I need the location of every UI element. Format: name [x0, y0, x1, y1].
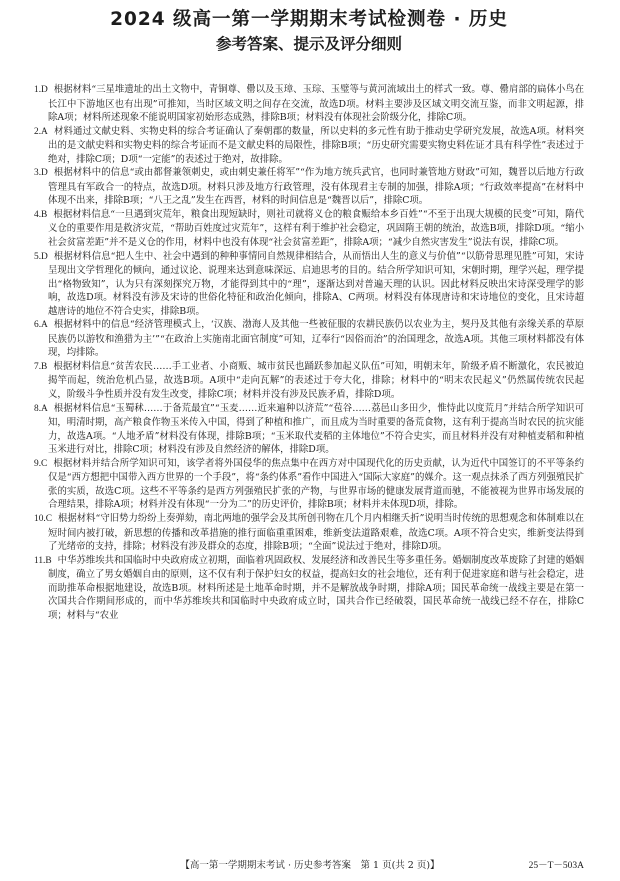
answer-explanation: 材料通过文献史料、实物史料的综合考证确认了秦朝郡的数量，所以史料的多元性有助于推动史学研究发展，故选A项。材料突出的是文献史料和实物史料的综合考证而不是文献史料的局限性，排除B项；“历史研究需要实物史料佐证才具有科学性”表述过于绝对，排除C项；D项“一定能”的表述过于绝对，故排除。: [48, 125, 584, 165]
question-number: 5.: [34, 251, 42, 262]
question-number: 7.: [34, 361, 42, 372]
answer-letter: C: [41, 458, 48, 469]
answer-item: [34, 208, 584, 250]
answer-explanation: 根据材料并结合所学知识可知，该学者将外国侵华的焦点集中在西方对中国现代化的历史贡献，认为近代中国签订的不平等条约仅是“西方想把中国带入西方世界的一个手段”，将“条约体系”看作中国进入“国际大家庭”的媒介。这一观点抹杀了西方列强殖民扩张的实质，故选C项。这些不平等条约是西方列强殖民扩张的产物，与世界市场的健康发展背道而驰，不能被视为世界市场发展的合理结果，排除A项；材料并没有体现“一分为二”的历史评价，排除B项；材料并未体现D项，排除。: [48, 457, 584, 511]
answer-item: [34, 125, 584, 167]
answer-list: [34, 83, 584, 622]
answer-letter: A: [41, 126, 48, 137]
answer-explanation: 根据材料中的信息“或由都督兼领刺史，或由刺史兼任将军”“作为地方统兵武官，也同时兼管地方财政”可知，魏晋以后地方行政管理具有军政合一的特点，故选D项。材料只涉及地方行政管理，没有体现君主专制的加强，排除A项；“行政效率提高”在材料中体现不出来，排除B项；“八王之乱”发生在西晋，材料的时间信息是“魏晋以后”，排除C项。: [48, 167, 584, 207]
answer-letter: D: [41, 85, 48, 95]
answer-item: [34, 512, 584, 554]
page-footer: [0, 859, 620, 873]
answer-letter: B: [41, 209, 48, 220]
answer-item: [34, 554, 584, 623]
page-title: 2024 级高一第一学期期末考试检测卷 · 历史: [110, 9, 508, 30]
question-number: 8.: [34, 403, 42, 414]
question-number: 4.: [34, 209, 42, 220]
answer-letter: D: [41, 251, 48, 262]
answer-explanation: 根据材料中的信息“经济管理模式上，‘汉族、渤海人及其他一些被征服的农耕民族仍以农业为主，契丹及其他有亲缘关系的草原民族仍以游牧和渔猎为主’”“在政治上实施南北面官制度”可知，辽奉行“因俗而治”的治国理念，故选A项。其他三项材料都没有体现，均排除。: [48, 319, 584, 359]
answer-item: [34, 457, 584, 512]
question-number: 11.: [34, 555, 46, 566]
answer-explanation: 根据材料“三星堆遗址的出土文物中，青铜尊、罍以及玉璋、玉琮、玉璧等与黄河流域出土的样式一致。尊、罍肩部的扁体小鸟在长江中下游地区也有出现”可推知，当时区域文明之间存在交流，故选D项。材料主要涉及区域文明交流互鉴，而非文明起源，排除A项；材料所述现象不能说明国家初始形态成熟，排除B项；材料没有体现社会阶级分化，排除C项。: [48, 84, 584, 124]
answer-item: [34, 166, 584, 208]
question-number: 1.: [34, 85, 42, 95]
exam-code: 25－T－503A: [528, 861, 584, 871]
answer-explanation: 根据材料信息“一旦遇到灾荒年，粮食出现短缺时，则社司就将义仓的粮食赈给本乡百姓”“不至于出现大规模的民变”可知，隋代义仓的重要作用是救济灾荒，“帮助百姓度过灾荒年”，这样有利于维护社会稳定，巩固隋王朝的统治，故选B项，排除D项。“缩小社会贫富差距”并不是义仓的作用，材料中也没有体现“社会贫富差距”，排除A项；“减少自然灾害发生”说法有误，排除C项。: [48, 208, 584, 249]
footer-text: 【高一第一学期期末考试 · 历史参考答案 第 1 页(共 2 页)】: [180, 860, 440, 871]
question-number: 9.: [34, 458, 42, 469]
answer-item: [34, 360, 584, 402]
question-number: 3.: [34, 168, 42, 179]
page-subtitle: 参考答案、提示及评分细则: [215, 35, 402, 53]
answer-item: [34, 250, 584, 319]
answer-item: [34, 402, 584, 457]
question-number: 2.: [34, 126, 42, 137]
answer-letter: C: [45, 513, 52, 524]
answer-item: [34, 318, 584, 360]
answer-explanation: 根据材料信息“玉蜀秫……于备荒最宜”“玉麦……近来遍种以济荒”“苞谷……荔邑山多田少，惟恃此以度荒月”并结合所学知识可知，明清时期，高产粮食作物玉米传入中国，得到了种植和推广，而且成为当时重要的备荒食物，这有利于提高当时农民的抗灾能力，故选A项。“人地矛盾”材料没有体现，排除B项；“玉米取代麦稻的主体地位”不符合史实，而且材料并没有对种植麦稻和种植玉米进行对比，排除C项；材料没有涉及自然经济的解体，排除D项。: [48, 402, 584, 456]
answer-explanation: 根据材料“守旧势力纷纷上奏弹劾，南北两地的强学会及其所创刊物在几个月内相继夭折”说明当时传统的思想观念和体制难以在短时间内被打破，新思想的传播和改革措施的推行面临重重困难，维新变法道路艰难，故选C项。A项不符合史实，维新变法得到了光绪帝的支持，排除；材料没有涉及群众的态度，排除B项；“全面”说法过于绝对，排除D项。: [48, 512, 584, 553]
answer-explanation: 根据材料信息“把人生中、社会中遇到的种种事情同自然规律相结合，从而悟出人生的意义与价值”“以筋骨思理见胜”可知，宋诗呈现出文学哲理化的倾向，通过议论、说理来达到意味深远、启迪思考的目的。结合所学知识可知，宋朝时期，理学兴起，理学提出“格物致知”，认为只有深刻探究万物，才能得到其中的“理”，逐渐达到对普遍天理的认识。因此材料反映出宋诗深受理学的影响，故选D项。材料没有涉及宋诗的世俗化特征和政治化倾向，排除A、C两项。材料没有体现唐诗和宋诗地位的变化，且宋诗超越唐诗的地位不符合史实，排除B项。: [48, 250, 584, 317]
question-number: 6.: [34, 320, 42, 331]
answer-explanation: 根据材料信息“贫苦农民……手工业者、小商贩、城市贫民也踊跃参加起义队伍”可知，明朝末年，阶级矛盾不断激化，农民被迫揭竿而起，统治危机凸显，故选B项。A项中“走向瓦解”的表述过于夸大化，排除；材料中的“明末农民起义”仍然属传统农民起义，阶级斗争性质并没有发生改变，排除C项；材料并没有涉及民族矛盾，排除D项。: [48, 360, 584, 401]
answer-letter: A: [41, 320, 48, 331]
question-number: 10.: [34, 513, 46, 524]
answer-item: [34, 83, 584, 125]
answer-explanation: 中华苏维埃共和国临时中央政府成立初期，面临着巩固政权、发展经济和改善民生等多重任务。婚姻制度改革废除了封建的婚姻制度，确立了男女婚姻自由的原则，这不仅有利于保护妇女的权益，提高妇女的社会地位，还有利于促进家庭和谐与社会稳定，进而助推革命根据地建设，故选B项。材料所述是土地革命时期，并不是解放战争时期，排除A项；国民革命统一战线主要是在第一次国共合作期间形成的，而中华苏维埃共和国临时中央政府成立时，国共合作已经破裂，国民革命统一战线已经不存在，排除C项；材料与“农业: [48, 554, 584, 621]
answer-letter: A: [41, 403, 48, 414]
answer-letter: B: [41, 361, 48, 372]
answer-letter: B: [45, 555, 52, 566]
answer-letter: D: [41, 168, 48, 179]
